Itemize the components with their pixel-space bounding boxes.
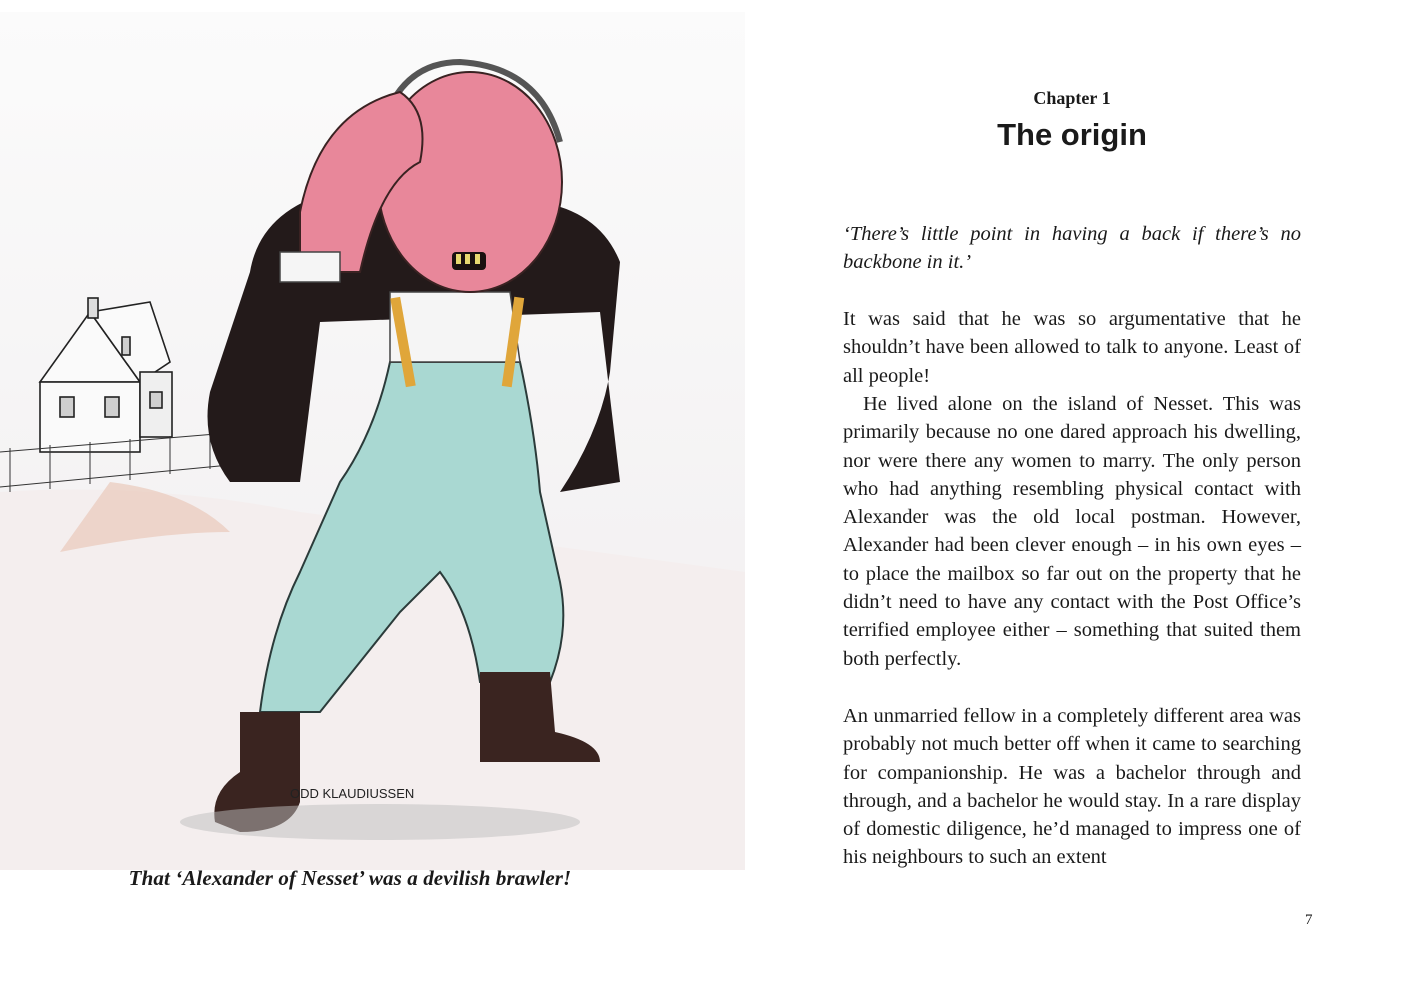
epigraph: ‘There’s little point in having a back if there’s no backbone in it.’ — [843, 223, 1301, 274]
page-number: 7 — [1305, 912, 1313, 928]
body-paragraph: An unmarried fellow in a completely different area was probably not much better off when it came to searching for companionship. He was a bachelor through and through, and a bachelor he would stay. In a rare display of domestic diligence, he’d managed to impress one of his neighbours to such an extent — [843, 705, 1301, 869]
body-paragraph: He lived alone on the island of Nesset. This was primarily because no one dared approach his dwelling, nor were there any women to marry. The only person who had anything resembling physical contact with Alexander was the old local postman. However, Alexander had been clever enough – in his own eyes – to place the mailbox so far out on the property that he didn’t need to have any contact with the Post Office’s terrified employee either – something that suited them both perfectly. — [843, 393, 1301, 670]
right-page — [708, 0, 1416, 990]
chapter-label: Chapter 1 — [1033, 88, 1111, 108]
artist-signature: ODD KLAUDIUSSEN — [290, 786, 415, 801]
chapter-title: The origin — [997, 117, 1147, 152]
illustration-caption: That ‘Alexander of Nesset’ was a devilish brawler! — [128, 866, 572, 890]
body-paragraph: It was said that he was so argumentative that he shouldn’t have been allowed to talk to anyone. Least of all people! — [843, 308, 1301, 387]
illustration — [0, 12, 745, 870]
house-illustration — [40, 298, 172, 452]
